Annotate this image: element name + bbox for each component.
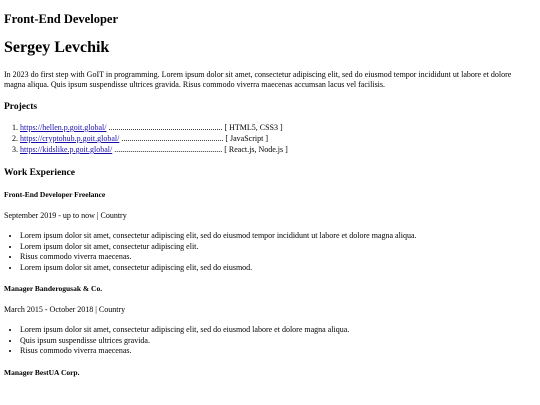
work-experience-heading: Work Experience [4, 168, 75, 178]
project-item [20, 133, 536, 144]
job-duties-list [4, 231, 536, 273]
job-duties-list [4, 325, 536, 357]
job-dates-location: March 2015 - October 2018 | Country [4, 305, 126, 314]
job-title: Manager Banderogusak & Co. [4, 284, 103, 293]
project-dots: ......................................................... [106, 123, 225, 132]
project-tech: [ React.js, Node.js ] [224, 145, 288, 154]
project-item [20, 122, 536, 133]
project-dots: ...................................................... [112, 145, 225, 154]
duty-item: • Quis ipsum suspendisse ultrices gravida. [20, 336, 536, 347]
intro-paragraph: In 2023 do first step with GoIT in programming. Lorem ipsum dolor sit amet, consectetur adipiscing elit, sed do eiusmod tempor incididunt ut labore et dolore magna aliqua. Quis ipsum suspendisse ultrices gravida. Risus commodo viverra maecenas accumsan lacus vel facilisis. [4, 70, 512, 89]
job-title: Front-End Developer Freelance [4, 190, 106, 199]
project-tech: [ HTML5, CSS3 ] [224, 123, 283, 132]
project-dots: ................................................... [119, 134, 226, 143]
duty-item: • Risus commodo viverra maecenas. [20, 346, 536, 357]
project-item [20, 144, 536, 155]
projects-heading: Projects [4, 102, 38, 112]
job-dates-location: September 2019 - up to now | Country [4, 211, 127, 220]
person-name-heading: Sergey Levchik [4, 39, 110, 56]
duty-item: • Lorem ipsum dolor sit amet, consectetur adipiscing elit, sed do eiusmod tempor incididunt ut labore et dolore magna aliqua. [20, 231, 536, 242]
job-role-heading: Front-End Developer [4, 12, 118, 26]
duty-item: • Lorem ipsum dolor sit amet, consectetur adipiscing elit. [20, 242, 536, 253]
duty-item: • Risus commodo viverra maecenas. [20, 252, 536, 263]
duty-item: • Lorem ipsum dolor sit amet, consectetur adipiscing elit, sed do eiusmod labore et dolore magna aliqua. [20, 325, 536, 336]
project-link-kidslike[interactable]: https://kidslike.p.goit.global/ [20, 145, 113, 154]
job-title: Manager BestUA Corp. [4, 367, 80, 377]
project-link-hellen[interactable]: https://hellen.p.goit.global/ [20, 123, 107, 132]
duty-item: • Lorem ipsum dolor sit amet, consectetur adipiscing elit, sed do eiusmod. [20, 263, 536, 274]
project-tech: [ JavaScript ] [225, 134, 268, 143]
project-link-cryptohub[interactable]: https://cryptohub.p.goit.global/ [20, 134, 120, 143]
projects-list [4, 122, 536, 155]
